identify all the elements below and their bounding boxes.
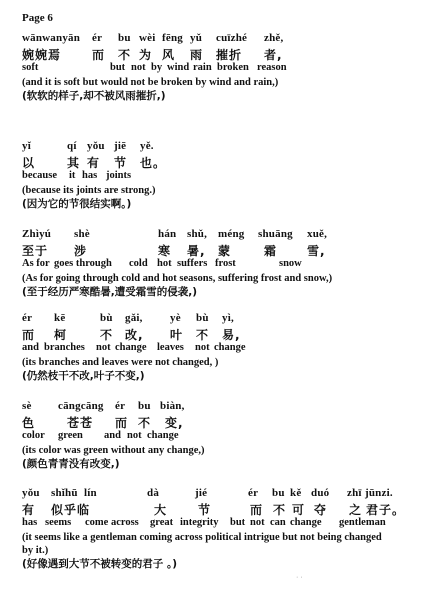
gloss-word: suffers [177,258,208,269]
pinyin-word: bu [272,487,285,499]
english-translation: (As for going through cold and hot seasons, suffering frost and snow,) [22,273,333,284]
gloss-word: and [104,430,121,441]
pinyin-word: cāngcāng [58,400,104,412]
hanzi-word: 涉 [74,244,88,258]
hanzi-word: 夺 [314,503,328,517]
pinyin-word: jūnzi. [365,487,393,499]
pinyin-word: dà [147,487,160,499]
hanzi-word: 大 [154,503,168,517]
gloss-word: cold [129,258,148,269]
gloss-word: change [147,430,179,441]
pinyin-word: ér [22,312,33,324]
gloss-word: integrity [180,517,219,528]
pinyin-word: bu [138,400,151,412]
hanzi-line [22,154,417,170]
hanzi-word: 易, [222,328,241,342]
gloss-word: As for [22,258,50,269]
gloss-word: color [22,430,45,441]
english-gloss-line [22,517,417,531]
gloss-word: change [214,342,246,353]
hanzi-word: 寒 [158,244,172,258]
hanzi-word: 而 [250,503,264,517]
gloss-word: goes through [54,258,112,269]
hanzi-word: 君子。 [366,503,406,517]
hanzi-word: 不 [273,503,287,517]
hanzi-word: 而 [92,48,106,62]
hanzi-word: 可 [292,503,306,517]
hanzi-line [22,242,417,258]
pinyin-word: hán [158,228,177,240]
stanza-4 [22,312,417,383]
english-gloss-line [22,342,417,356]
pinyin-word: kě [290,487,302,499]
hanzi-word: 不 [118,48,132,62]
pinyin-word: yǔ [190,32,203,44]
hanzi-word: 色 [22,416,36,430]
chinese-translation: (因为它的节很结实啊。) [22,198,132,210]
pinyin-word: zhī [347,487,362,499]
pinyin-word: qí [67,140,77,152]
gloss-word: soft [22,62,39,73]
gloss-word: it [69,170,76,181]
gloss-word: not [127,430,142,441]
gloss-word: has [82,170,98,181]
gloss-word: broken [217,62,249,73]
hanzi-word: 之 [349,503,363,517]
gloss-word: not [195,342,210,353]
gloss-word: rain [193,62,212,73]
pinyin-word: zhě, [264,32,284,44]
pinyin-word: yǐ [22,140,31,152]
pinyin-line [22,228,417,242]
pinyin-word: méng [218,228,245,240]
hanzi-word: 叶 [170,328,184,342]
hanzi-word: 有 [22,503,36,517]
pinyin-line [22,312,417,326]
hanzi-word: 为 [139,48,153,62]
pinyin-word: gǎi, [125,312,143,324]
hanzi-word: 有 [87,156,101,170]
english-translation: (its branches and leaves were not changed, ) [22,357,219,368]
pinyin-line [22,140,417,154]
gloss-word: wind [167,62,190,73]
gloss-word: green [58,430,83,441]
hanzi-word: 苍苍 [67,416,94,430]
gloss-word: come across [85,517,139,528]
pinyin-word: ér [248,487,259,499]
hanzi-word: 不 [138,416,152,430]
stanza-3 [22,228,417,299]
chinese-translation: (好像遇到大节不被转变的君子 。) [22,558,178,570]
hanzi-word: 而 [22,328,36,342]
hanzi-word: 以 [22,156,36,170]
pinyin-word: xuě, [307,228,328,240]
gloss-word: gentleman [339,517,386,528]
pinyin-word: shǐhū [51,487,78,499]
pinyin-word: fēng [162,32,183,44]
gloss-word: but [110,62,126,73]
hanzi-word: 蒙 [218,244,232,258]
hanzi-word: 变, [165,416,184,430]
pinyin-word: bù [196,312,209,324]
gloss-word: change [290,517,322,528]
scan-speck: · · [296,574,303,581]
gloss-word: reason [257,62,287,73]
pinyin-word: bù [100,312,113,324]
hanzi-word: 暑, [187,244,206,258]
english-translation: (because its joints are strong.) [22,185,156,196]
pinyin-word: bu [118,32,131,44]
pinyin-line [22,400,417,414]
gloss-word: not [96,342,111,353]
chinese-translation: (软软的样子,却不被风雨摧折,) [22,90,166,102]
hanzi-word: 雨 [190,48,204,62]
pinyin-word: sè [22,400,32,412]
pinyin-line [22,32,417,46]
hanzi-word: 改, [125,328,144,342]
pinyin-word: cuīzhé [216,32,248,44]
pinyin-word: kē [54,312,66,324]
gloss-word: leaves [157,342,184,353]
gloss-word: branches [44,342,85,353]
pinyin-word: yè [170,312,181,324]
pinyin-word: jiē [114,140,127,152]
pinyin-word: yì, [222,312,234,324]
english-translation: (it seems like a gentleman coming across political intrigue but not being changed by it.) [22,532,382,556]
gloss-word: not [131,62,146,73]
hanzi-word: 节 [114,156,128,170]
gloss-word: not [250,517,265,528]
gloss-word: great [150,517,174,528]
english-gloss-line [22,258,417,272]
gloss-word: hot [157,258,172,269]
hanzi-word: 而 [115,416,129,430]
stanza-5 [22,400,417,471]
pinyin-word: ér [92,32,103,44]
page-number: Page 6 [22,12,53,24]
hanzi-word: 至于 [22,244,49,258]
gloss-word: joints [106,170,132,181]
stanza-2 [22,140,417,211]
english-gloss-line [22,170,417,184]
stanza-1 [22,32,417,103]
english-gloss-line [22,62,417,76]
pinyin-word: duó [311,487,330,499]
hanzi-word: 也。 [140,156,167,170]
english-gloss-line [22,430,417,444]
gloss-word: snow [279,258,302,269]
gloss-word: but [230,517,246,528]
gloss-word: by [151,62,163,73]
hanzi-word: 不 [100,328,114,342]
hanzi-line [22,501,417,517]
pinyin-word: lín [84,487,97,499]
pinyin-word: shǔ, [187,228,208,240]
gloss-word: has [22,517,38,528]
pinyin-word: shè [74,228,90,240]
hanzi-line [22,326,417,342]
pinyin-word: ér [115,400,126,412]
hanzi-word: 摧折 [216,48,243,62]
pinyin-word: yě. [140,140,154,152]
hanzi-word: 婉婉焉 [22,48,62,62]
hanzi-word: 风 [162,48,176,62]
chinese-translation: (仍然枝干不改,叶子不变,) [22,370,145,382]
pinyin-word: jié [195,487,208,499]
pinyin-word: yǒu [22,487,40,499]
gloss-word: and [22,342,39,353]
hanzi-line [22,414,417,430]
chinese-translation: (至于经历严寒酷暑,遭受霜雪的侵袭,) [22,286,198,298]
hanzi-word: 其 [67,156,81,170]
pinyin-word: Zhìyú [22,228,52,240]
pinyin-word: wèi [139,32,156,44]
hanzi-word: 雪, [307,244,326,258]
pinyin-line [22,487,417,501]
pinyin-word: shuāng [258,228,293,240]
hanzi-word: 霜 [264,244,278,258]
pinyin-word: biàn, [160,400,185,412]
english-translation: (its color was green without any change,) [22,445,205,456]
english-translation: (and it is soft but would not be broken by wind and rain,) [22,77,279,88]
hanzi-word: 不 [196,328,210,342]
gloss-word: can [270,517,286,528]
hanzi-word: 者, [264,48,283,62]
gloss-word: because [22,170,57,181]
gloss-word: frost [215,258,236,269]
pinyin-word: yǒu [87,140,105,152]
hanzi-word: 节 [198,503,212,517]
hanzi-word: 似乎临 [51,503,91,517]
chinese-translation: (颜色青青没有改变,) [22,458,120,470]
gloss-word: seems [45,517,72,528]
pinyin-word: wānwanyān [22,32,81,44]
hanzi-line [22,46,417,62]
stanza-6 [22,487,417,571]
gloss-word: change [115,342,147,353]
hanzi-word: 柯 [54,328,68,342]
